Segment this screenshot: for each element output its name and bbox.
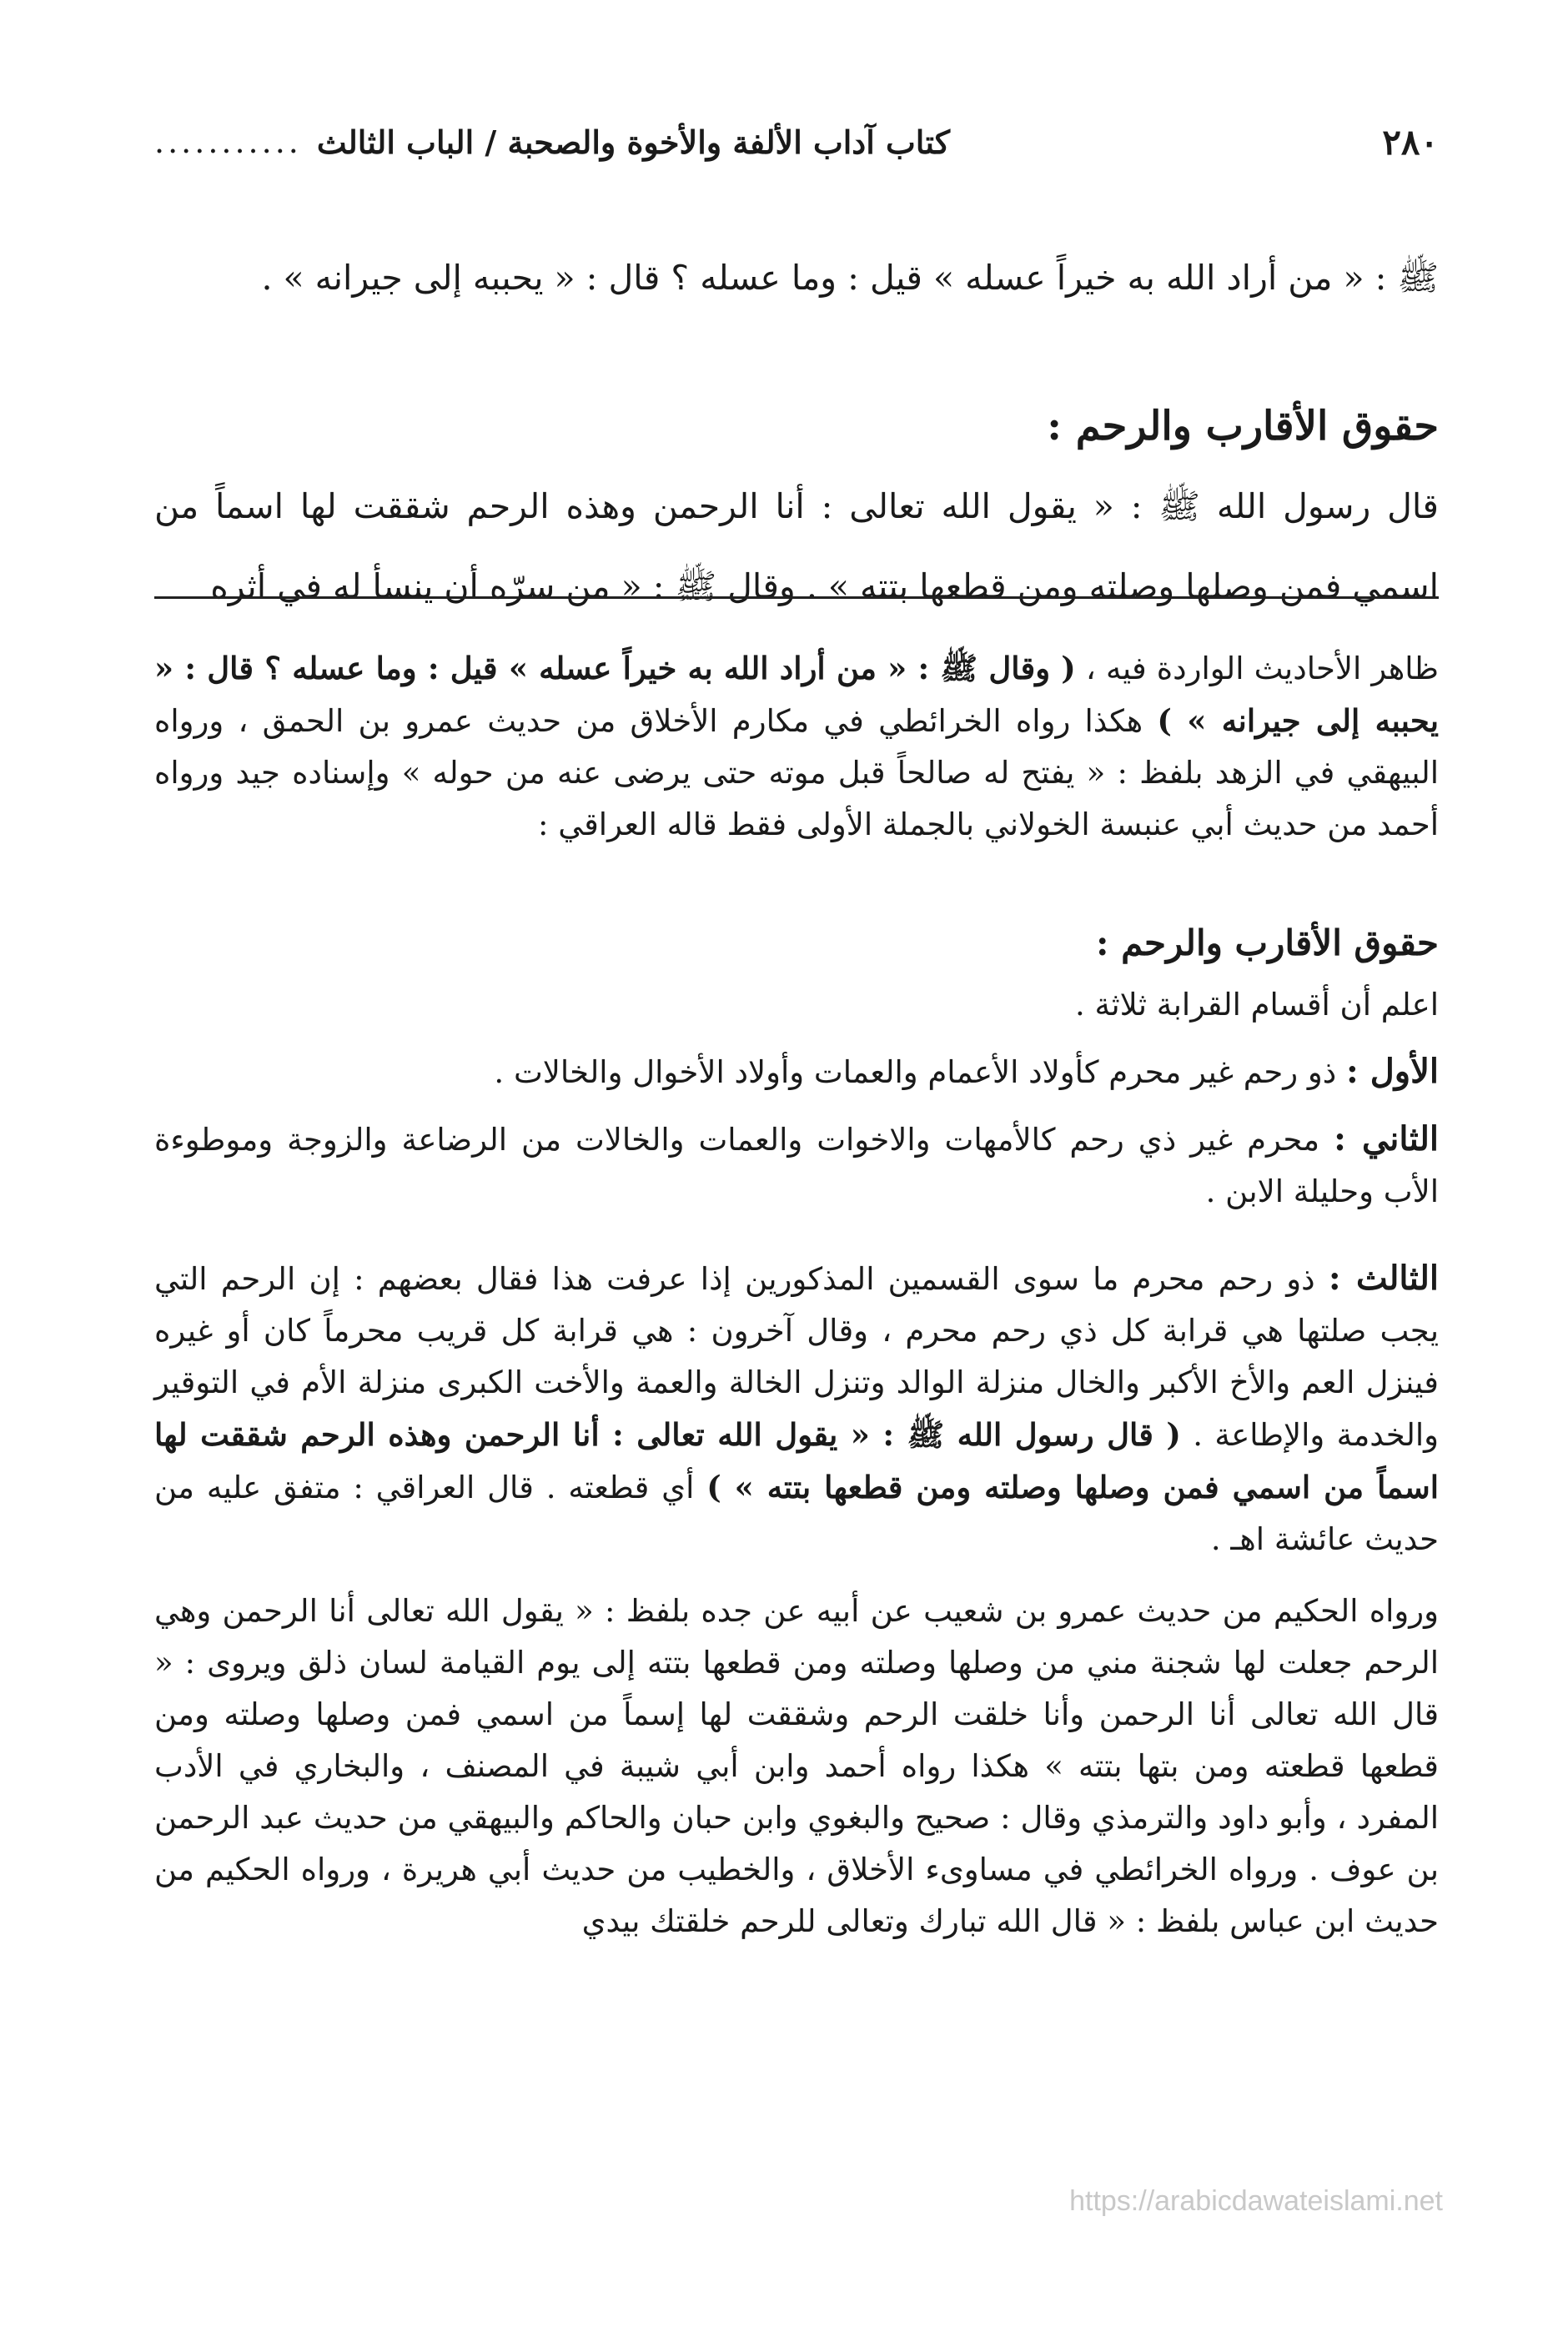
category-first xyxy=(154,1046,1439,1098)
category-label: الثالث : xyxy=(1328,1259,1439,1298)
main-paragraph: قال رسول الله ﷺ : « يقول الله تعالى : أنا الرحمن وهذه الرحم شققت لها اسماً من اسمي فمن وصلها وصلته ومن قطعها بتته » . وقال ﷺ : « من سرّه أن ينسأ له في أثره xyxy=(154,486,1439,606)
commentary-paragraph-1 xyxy=(154,642,1439,851)
spacer xyxy=(154,1566,1439,1586)
spacer xyxy=(154,851,1439,916)
hadith-line: ﷺ : « من أراد الله به خيراً عسله » قيل : وما عسله ؟ قال : « يحببه إلى جيرانه » . xyxy=(261,258,1439,298)
category-text: أي قطعته . قال العراقي : متفق عليه من حديث عائشة اهـ . xyxy=(154,1470,1439,1557)
watermark-url: https://arabicdawateislami.net xyxy=(1069,2185,1443,2217)
intro-line: اعلم أن أقسام القرابة ثلاثة . xyxy=(1074,987,1439,1023)
category-text: محرم غير ذي رحم كالأمهات والاخوات والعمات والخالات من الرضاعة والزوجة وموطوءة الأب وحليلة الابن . xyxy=(154,1122,1439,1209)
category-text: ذو رحم غير محرم كأولاد الأعمام والعمات وأولاد الأخوال والخالات . xyxy=(494,1054,1346,1090)
commentary-heading: حقوق الأقارب والرحم : xyxy=(1095,922,1439,963)
quoted-hadith: ( وقال ﷺ : « من أراد الله به خيراً عسله » قيل : وما عسله ؟ قال : « يحببه إلى جيرانه » ) xyxy=(154,650,1440,739)
commentary-text: هكذا رواه الخرائطي في مكارم الأخلاق من حديث عمرو بن الحمق ، ورواه البيهقي في الزهد بلفظ : « يفتح له صالحاً قبل موته حتى يرضى عنه من حوله » وإسناده جيد ورواه أحمد من حديث أبي عنبسة الخولاني بالجملة الأولى فقط قاله العراقي : xyxy=(154,703,1439,842)
section-heading: حقوق الأقارب والرحم : xyxy=(1047,403,1439,450)
commentary-section xyxy=(154,642,1439,1948)
book-title: كتاب آداب الألفة والأخوة والصحبة / الباب الثالث xyxy=(316,123,950,161)
book-page xyxy=(154,0,1439,2332)
spacer xyxy=(154,1218,1439,1238)
page-number: ٢٨٠ xyxy=(1382,121,1439,163)
category-text: ذو رحم محرم ما سوى القسمين المذكورين إذا عرفت هذا فقال بعضهم : إن الرحم التي يجب صلتها هي قرابة كل ذي رحم محرم ، وقال آخرون : هي قرابة كل قريب محرماً كان أو غيره فينزل العم والأخ الأكبر والخال منزلة الوالد وتنزل الخالة والعمة والأخت الكبرى منزلة الأم في التوقير والخدمة والإطاعة . xyxy=(154,1261,1440,1453)
category-third xyxy=(154,1253,1439,1566)
running-title xyxy=(154,123,950,161)
category-second xyxy=(154,1113,1439,1218)
category-label: الثاني : xyxy=(1334,1119,1439,1158)
leader-dots: ........... xyxy=(154,123,302,160)
running-header xyxy=(154,117,1439,167)
footnote-divider xyxy=(154,596,1439,599)
commentary-text: ظاهر الأحاديث الواردة فيه ، xyxy=(1075,651,1439,686)
main-text xyxy=(154,238,1439,626)
category-label: الأول : xyxy=(1346,1052,1439,1091)
commentary-paragraph-last: ورواه الحكيم من حديث عمرو بن شعيب عن أبيه عن جده بلفظ : « يقول الله تعالى أنا الرحمن وهي الرحم جعلت لها شجنة مني من وصلها وصلته ومن قطعها بتته إلى يوم القيامة لسان ذلق ويروى : « قال الله تعالى أنا الرحمن وأنا خلقت الرحم وشققت لها إسماً من اسمي فمن وصلها وصلته ومن قطعها قطعته ومن بتها بتته » هكذا رواه أحمد وابن أبي شيبة في المصنف ، والبخاري في الأدب المفرد ، وأبو داود والترمذي وقال : صحيح والبغوي وابن حبان والحاكم والبيهقي من حديث عبد الرحمن بن عوف . ورواه الخرائطي في مساوىء الأخلاق ، والخطيب من حديث أبي هريرة ، ورواه الحكيم من حديث ابن عباس بلفظ : « قال الله تبارك وتعالى للرحم خلقتك بيدي xyxy=(154,1593,1439,1939)
quoted-hadith: ( قال رسول الله ﷺ : « يقول الله تعالى : أنا الرحمن وهذه الرحم شققت لها اسماً من اسمي فمن وصلها وصلته ومن قطعها بتته » ) xyxy=(154,1416,1440,1505)
